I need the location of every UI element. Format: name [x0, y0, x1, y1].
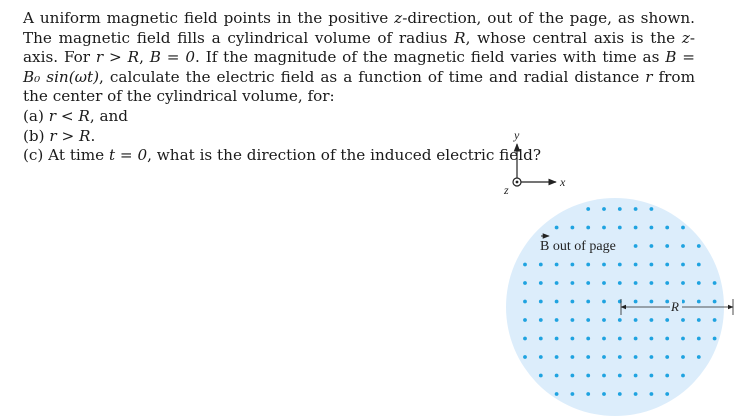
- z-axis-dot-icon: [516, 181, 519, 184]
- field-dot: [523, 300, 527, 304]
- field-dot: [602, 337, 606, 341]
- field-dot: [618, 318, 622, 322]
- field-dot: [634, 281, 638, 285]
- field-dot: [650, 374, 654, 378]
- field-dot: [555, 392, 559, 396]
- field-dot: [602, 263, 606, 267]
- field-dot: [713, 281, 717, 285]
- field-dot: [665, 355, 669, 359]
- field-dot: [634, 318, 638, 322]
- y-axis-label: y: [514, 128, 520, 142]
- field-dot: [650, 392, 654, 396]
- field-dot: [555, 355, 559, 359]
- field-dot: [650, 244, 654, 248]
- field-dot: [555, 226, 559, 230]
- field-dot: [539, 318, 543, 322]
- field-dot: [650, 207, 654, 211]
- z-axis-label: z: [504, 183, 509, 197]
- field-dot: [681, 244, 685, 248]
- field-dot: [634, 392, 638, 396]
- field-dot: [681, 355, 685, 359]
- field-dot: [634, 244, 638, 248]
- field-dot: [523, 355, 527, 359]
- field-dot: [697, 355, 701, 359]
- field-dot: [586, 374, 590, 378]
- field-dot: [618, 392, 622, 396]
- field-dot: [571, 392, 575, 396]
- field-dot: [618, 355, 622, 359]
- field-dot: [586, 355, 590, 359]
- field-dot: [586, 281, 590, 285]
- field-dot: [555, 263, 559, 267]
- field-dot: [650, 355, 654, 359]
- field-dot: [555, 318, 559, 322]
- field-dot: [713, 337, 717, 341]
- coordinate-axes: [503, 128, 566, 197]
- field-dot: [634, 263, 638, 267]
- field-dot: [571, 263, 575, 267]
- field-dot: [634, 300, 638, 304]
- field-dot: [634, 355, 638, 359]
- field-dot: [665, 263, 669, 267]
- field-dot: [681, 318, 685, 322]
- field-dot: [586, 226, 590, 230]
- field-dot: [539, 281, 543, 285]
- field-dot: [571, 337, 575, 341]
- field-dot: [586, 207, 590, 211]
- field-dot: [523, 318, 527, 322]
- field-dot: [665, 244, 669, 248]
- field-dot: [634, 374, 638, 378]
- field-dot: [665, 281, 669, 285]
- problem-statement: A uniform magnetic field points in the positive z-direction, out of the page, as shown. The magnetic field fills a cylindrical volume of radius R, whose central axis is the z-axis. For r > R, B = 0. If the magnitude of the magnetic field varies with time as B = B₀ sin(ωt), calculate the electric field as a function of time and radial distance r from the center of the cylindrical volume, for:: [23, 9, 695, 106]
- field-dot: [697, 337, 701, 341]
- field-dot: [665, 337, 669, 341]
- field-dot: [602, 281, 606, 285]
- field-dot: [650, 281, 654, 285]
- field-dot: [586, 263, 590, 267]
- field-dot: [602, 355, 606, 359]
- field-dot: [697, 244, 701, 248]
- field-dot: [681, 374, 685, 378]
- field-dot: [650, 318, 654, 322]
- field-dot: [618, 226, 622, 230]
- field-dot: [697, 281, 701, 285]
- field-dot: [650, 226, 654, 230]
- field-dot: [571, 300, 575, 304]
- part-c: (c) At time t = 0, what is the direction of the induced electric field?: [23, 146, 542, 165]
- field-dot: [665, 374, 669, 378]
- field-dot: [539, 374, 543, 378]
- field-dot: [665, 318, 669, 322]
- field-dot: [602, 374, 606, 378]
- field-dot: [586, 318, 590, 322]
- field-dot: [571, 281, 575, 285]
- field-label: B out of page: [540, 239, 616, 254]
- field-dot: [602, 226, 606, 230]
- field-dot: [665, 300, 669, 304]
- field-dot: [602, 300, 606, 304]
- field-dot: [634, 337, 638, 341]
- field-dot: [539, 337, 543, 341]
- field-dot: [665, 392, 669, 396]
- field-dot: [555, 374, 559, 378]
- field-dot: [681, 281, 685, 285]
- field-dot: [634, 207, 638, 211]
- field-dot: [571, 374, 575, 378]
- field-dot: [523, 337, 527, 341]
- field-dot: [571, 355, 575, 359]
- field-dot: [697, 318, 701, 322]
- field-dot: [681, 263, 685, 267]
- field-dot: [539, 355, 543, 359]
- field-dot: [555, 300, 559, 304]
- field-dot: [665, 226, 669, 230]
- field-dot: [555, 337, 559, 341]
- field-dot: [697, 300, 701, 304]
- field-dot: [586, 300, 590, 304]
- radius-label: R: [671, 299, 679, 314]
- field-dot: [539, 300, 543, 304]
- field-dot: [681, 337, 685, 341]
- field-dot: [586, 337, 590, 341]
- field-dot: [555, 281, 559, 285]
- field-dot: [539, 263, 543, 267]
- field-dot: [618, 374, 622, 378]
- field-dot: [602, 318, 606, 322]
- field-dot: [650, 337, 654, 341]
- field-dot: [618, 337, 622, 341]
- field-dot: [523, 263, 527, 267]
- field-dot: [634, 226, 638, 230]
- part-a: (a) r < R, and: [23, 106, 129, 125]
- field-dot: [523, 281, 527, 285]
- field-dot: [713, 318, 717, 322]
- field-dot: [618, 207, 622, 211]
- field-dot: [602, 207, 606, 211]
- field-dot: [586, 392, 590, 396]
- field-dot: [650, 263, 654, 267]
- field-dot: [602, 392, 606, 396]
- field-dot: [713, 300, 717, 304]
- field-dot: [697, 263, 701, 267]
- field-dot: [618, 263, 622, 267]
- field-dot: [618, 281, 622, 285]
- field-dot: [681, 226, 685, 230]
- field-dot: [571, 318, 575, 322]
- part-b: (b) r > R.: [23, 126, 96, 145]
- field-dot: [571, 226, 575, 230]
- x-axis-label: x: [560, 175, 566, 189]
- field-dot: [650, 300, 654, 304]
